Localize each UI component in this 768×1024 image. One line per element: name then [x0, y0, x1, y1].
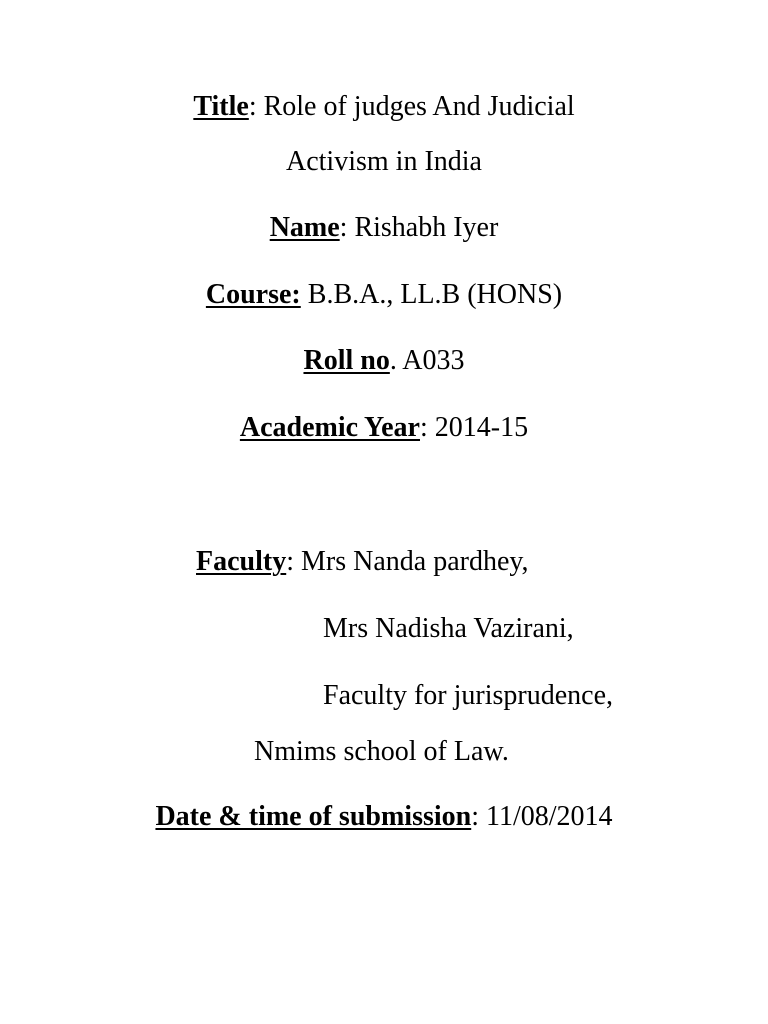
- course-label: Course:: [205, 279, 301, 310]
- name-separator: :: [339, 212, 355, 243]
- title-value-line2: Activism in India: [286, 146, 482, 177]
- name-line: [0, 211, 768, 245]
- title-separator: :: [248, 91, 264, 122]
- faculty-line-2: [323, 612, 753, 646]
- submission-value: 11/08/2014: [486, 801, 613, 832]
- course-value: B.B.A., LL.B (HONS): [307, 279, 563, 310]
- course-line: [0, 278, 768, 312]
- academic-year-value: 2014-15: [434, 412, 529, 443]
- title-continuation-line: [0, 145, 768, 179]
- faculty-label: Faculty: [196, 546, 287, 577]
- title-line: [0, 90, 768, 124]
- faculty-name-2: Mrs Nadisha Vazirani,: [323, 613, 574, 644]
- name-value: Rishabh Iyer: [354, 212, 499, 243]
- academic-year-separator: :: [420, 412, 435, 443]
- faculty-line: [196, 545, 756, 579]
- course-separator: [301, 279, 308, 310]
- faculty-line-3: [323, 679, 753, 713]
- submission-separator: :: [471, 801, 486, 832]
- submission-line: [0, 800, 768, 834]
- academic-year-label: Academic Year: [239, 412, 420, 443]
- roll-no-separator: .: [389, 345, 403, 376]
- academic-year-line: [0, 411, 768, 445]
- faculty-separator: :: [286, 546, 301, 577]
- roll-no-label: Roll no: [303, 345, 390, 376]
- roll-no-value: A033: [402, 345, 465, 376]
- faculty-school: Nmims school of Law.: [254, 736, 509, 767]
- faculty-line-4: [254, 735, 754, 769]
- faculty-department: Faculty for jurisprudence,: [323, 680, 614, 711]
- submission-label: Date & time of submission: [155, 801, 472, 832]
- roll-no-line: [0, 344, 768, 378]
- title-label: Title: [193, 91, 249, 122]
- name-label: Name: [269, 212, 340, 243]
- faculty-name-1: Mrs Nanda pardhey,: [301, 546, 529, 577]
- title-value-line1: Role of judges And Judicial: [263, 91, 575, 122]
